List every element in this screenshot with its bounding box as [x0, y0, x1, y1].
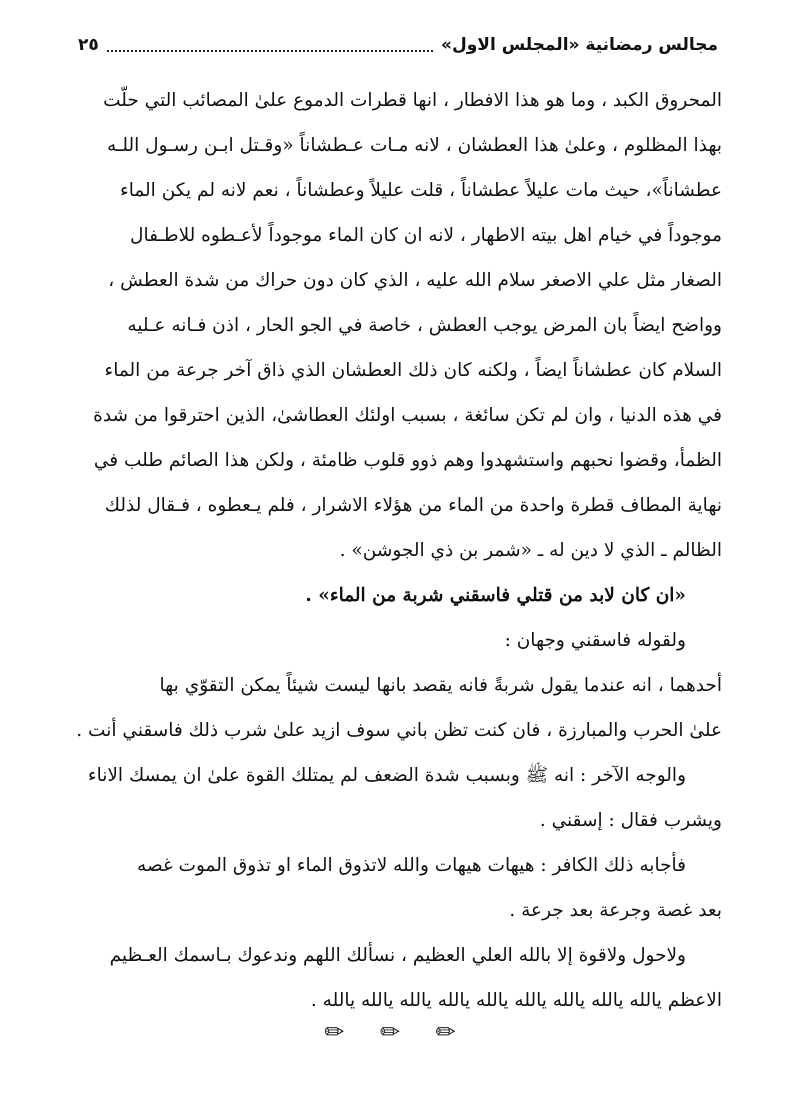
body-text: [74, 78, 722, 1023]
section-end-pencil-icon: ✏ ✏ ✏: [324, 1018, 470, 1046]
text-line: والوجه الآخر : انه ﷺ وبسبب شدة الضعف لم يمتلك القوة علىٰ ان يمسك الاناء: [87, 765, 686, 786]
text-line: الصغار مثل علي الاصغر سلام الله عليه ، الذي كان دون حراك من شدة العطش ،: [108, 270, 722, 291]
quote-line: «ان كان لابد من قتلي فاسقني شربة من الماء» .: [305, 585, 686, 606]
page-number: ٢٥: [78, 35, 99, 55]
text-line: السلام كان عطشاناً ايضاً ، ولكنه كان ذلك العطشان الذي ذاق آخر جرعة من الماء: [104, 360, 722, 381]
text-line: نهاية المطاف قطرة واحدة من الماء من هؤلاء الاشرار ، فلم يـعطوه ، فـقال لذلك: [104, 495, 722, 516]
text-line: الظمأ، وقضوا نحبهم واستشهدوا وهم ذوو قلوب ظامئة ، ولكن هذا الصائم طلب في: [93, 450, 722, 471]
running-header: [78, 30, 718, 60]
text-line: بهذا المظلوم ، وعلىٰ هذا العطشان ، لانه مـات عـطشاناً «وقـتل ابـن رسـول اللـه: [107, 135, 722, 156]
text-line: ولقوله فاسقني وجهان :: [504, 630, 686, 651]
text-line: وواضح ايضاً بان المرض يوجب العطش ، خاصة في الجو الحار ، اذن فـانه عـليه: [127, 315, 722, 336]
text-line: الاعظم يالله يالله يالله يالله يالله يالله يالله يالله يالله .: [310, 990, 722, 1011]
text-line: موجوداً في خيام اهل بيته الاطهار ، لانه ان كان الماء موجوداً لأعـطوه للاطـفال: [130, 225, 722, 246]
text-line: علىٰ الحرب والمبارزة ، فان كنت تظن باني سوف ازيد علىٰ شرب ذلك فاسقني أنت .: [76, 720, 722, 741]
text-line: أحدهما ، انه عندما يقول شربةً فانه يقصد بانها ليست شيئاً يمكن التقوّي بها: [159, 675, 722, 696]
header-leader-dots: [107, 50, 433, 52]
text-line: في هذه الدنيا ، وان لم تكن سائغة ، بسبب اولئك العطاشىٰ، الذين احترقوا من شدة: [93, 405, 722, 426]
text-line: ويشرب فقال : إسقني .: [539, 810, 722, 831]
header-title: مجالس رمضانية «المجلس الاول»: [440, 35, 718, 55]
text-line: بعد غصة وجرعة بعد جرعة .: [509, 900, 722, 921]
text-line: الظالم ـ الذي لا دين له ـ «شمر بن ذي الجوشن» .: [339, 540, 722, 561]
text-line: المحروق الكبد ، وما هو هذا الافطار ، انها قطرات الدموع علىٰ المصائب التي حلّت: [103, 90, 722, 111]
text-line: فأجابه ذلك الكافر : هيهات هيهات والله لاتذوق الماء او تذوق الموت غصه: [137, 855, 686, 876]
text-line: عطشاناً»، حيث مات عليلاً عطشاناً ، قلت عليلاً وعطشاناً ، نعم لانه لم يكن الماء: [120, 180, 722, 201]
text-line: ولاحول ولاقوة إلا بالله العلي العظيم ، نسألك اللهم وندعوك بـاسمك العـظيم: [109, 945, 686, 966]
